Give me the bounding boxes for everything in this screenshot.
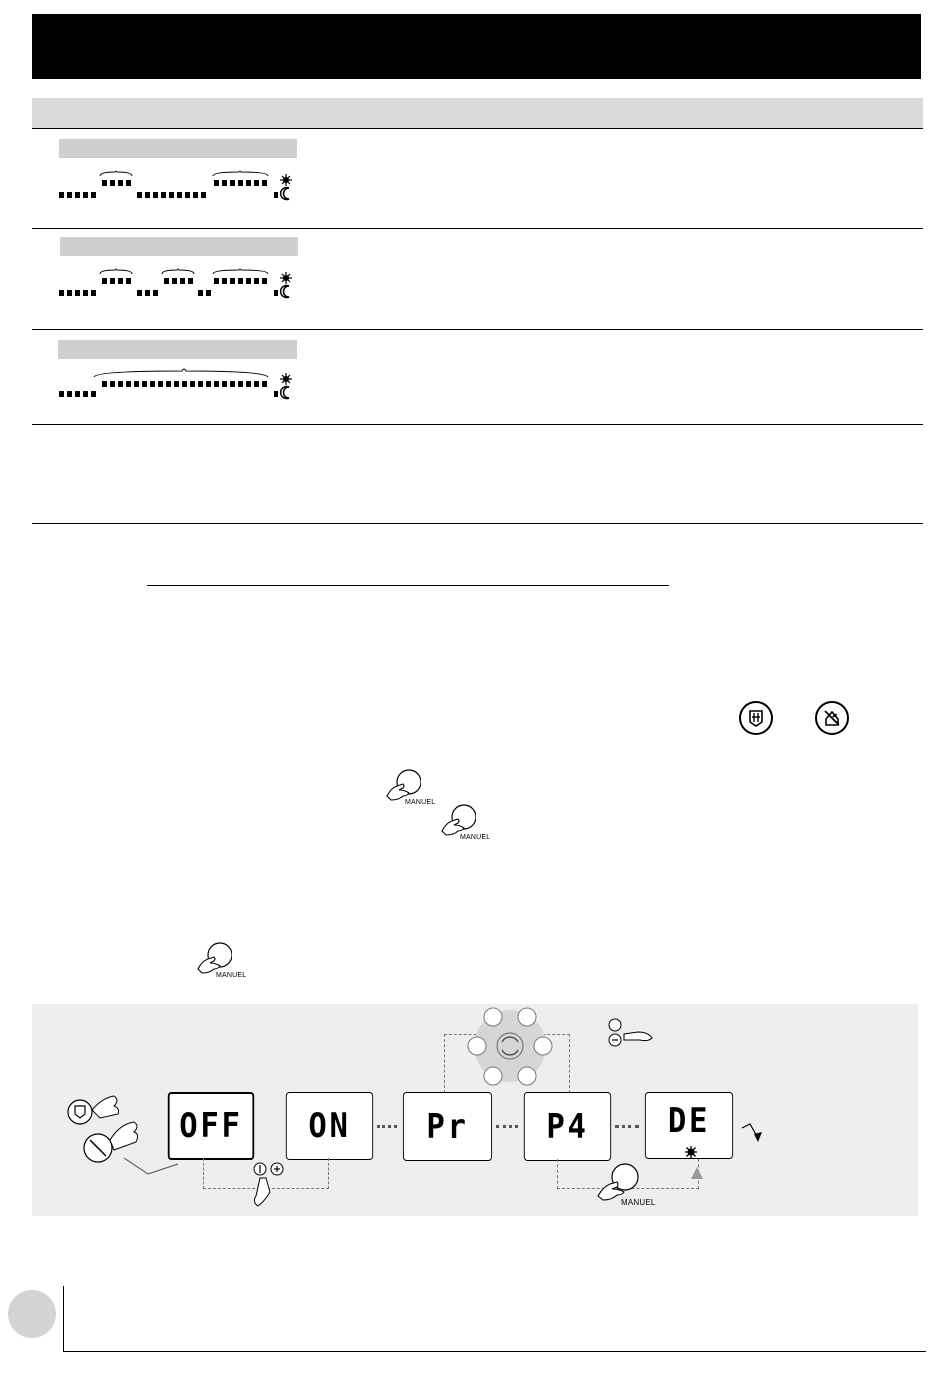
footer-divider [63,1351,926,1352]
moon-icon [281,286,289,298]
on-plus-button-icon[interactable] [250,1160,290,1214]
program-wheel-icon [460,1004,560,1088]
screen-connector [377,1125,397,1128]
table-header [32,98,923,128]
program-timeline-1 [56,170,301,210]
lcd-screen-program: Pr [403,1092,492,1161]
manuel-button-icon[interactable]: MANUEL [440,803,500,843]
divider [32,228,923,229]
sun-icon [683,1144,699,1160]
eco-mode-icon[interactable] [815,701,849,735]
sun-icon [280,174,292,186]
program-timeline-3 [56,367,301,407]
minus-button-icon[interactable] [606,1016,656,1050]
lcd-screen-on: ON [286,1092,373,1160]
manuel-button-icon[interactable]: MANUEL [385,768,445,808]
lcd-screen-p4: P4 [524,1092,611,1161]
sun-icon [280,272,292,284]
program-label-bar [58,340,297,359]
screen-connector [496,1125,518,1128]
manuel-button-icon[interactable]: MANUEL [595,1162,665,1208]
link-underline[interactable] [147,585,669,586]
moon-icon [281,188,289,200]
up-arrow-icon [690,1166,704,1180]
divider [32,329,923,330]
screen-connector [615,1125,639,1128]
divider [32,523,923,524]
lcd-screen-time: DE [645,1092,733,1159]
moon-icon [281,387,289,399]
manuel-button-icon[interactable]: MANUEL [196,941,256,981]
sun-icon [280,373,292,385]
title-bar [32,14,921,79]
lcd-screen-off: OFF [168,1092,254,1160]
divider [32,128,923,129]
comfort-mode-icon[interactable] [739,701,773,735]
program-label-bar [59,139,297,158]
footer-divider [63,1286,64,1352]
curved-arrow-icon [740,1122,764,1146]
program-timeline-2 [56,268,301,308]
program-label-bar [60,237,298,256]
sequence-diagram [32,1004,918,1216]
divider [32,424,923,425]
page-number-badge [8,1290,56,1338]
